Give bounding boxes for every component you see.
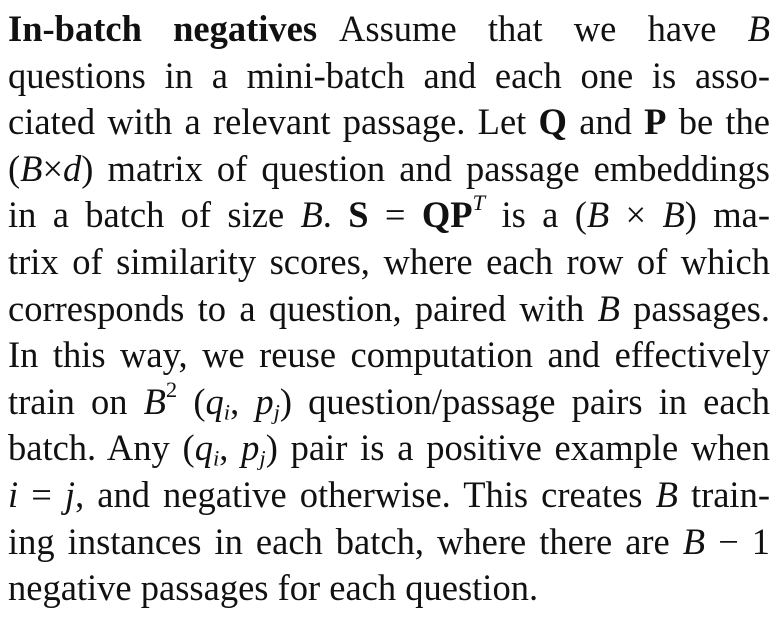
text-line-9: train on $B^2$ ($q_i$, $p_j$) question/passage pairs in each: [8, 376, 771, 425]
paragraph-heading: In-batch negatives: [8, 8, 318, 49]
text-line-13: negative passages for each question.: [8, 567, 539, 609]
text-line-3: ciated with a relevant passage. Let Q and P be the: [8, 101, 770, 143]
text-line-2: questions in a mini-batch and each one is asso-: [8, 54, 770, 96]
text-line-11: i = j, and negative otherwise. This creates B train-: [8, 473, 770, 515]
text-line-8: In this way, we reuse computation and effectively: [8, 334, 770, 376]
text-line-10: batch. Any ($q_i$, $p_j$) pair is a positive example when: [8, 427, 770, 471]
text-line-6: trix of similarity scores, where each row of which: [8, 240, 770, 282]
text-line-12: ing instances in each batch, where there are B − 1: [8, 520, 770, 562]
text-line-4: (B×d) matrix of question and passage embeddings: [8, 147, 770, 189]
text-line-7: corresponds to a question, paired with B passages.: [8, 287, 771, 329]
text-line-1: In-batch negatives Assume that we have B: [8, 8, 770, 49]
text-line-5: in a batch of size B. $S = QP^T$ is a (B × B) ma-: [8, 190, 770, 236]
